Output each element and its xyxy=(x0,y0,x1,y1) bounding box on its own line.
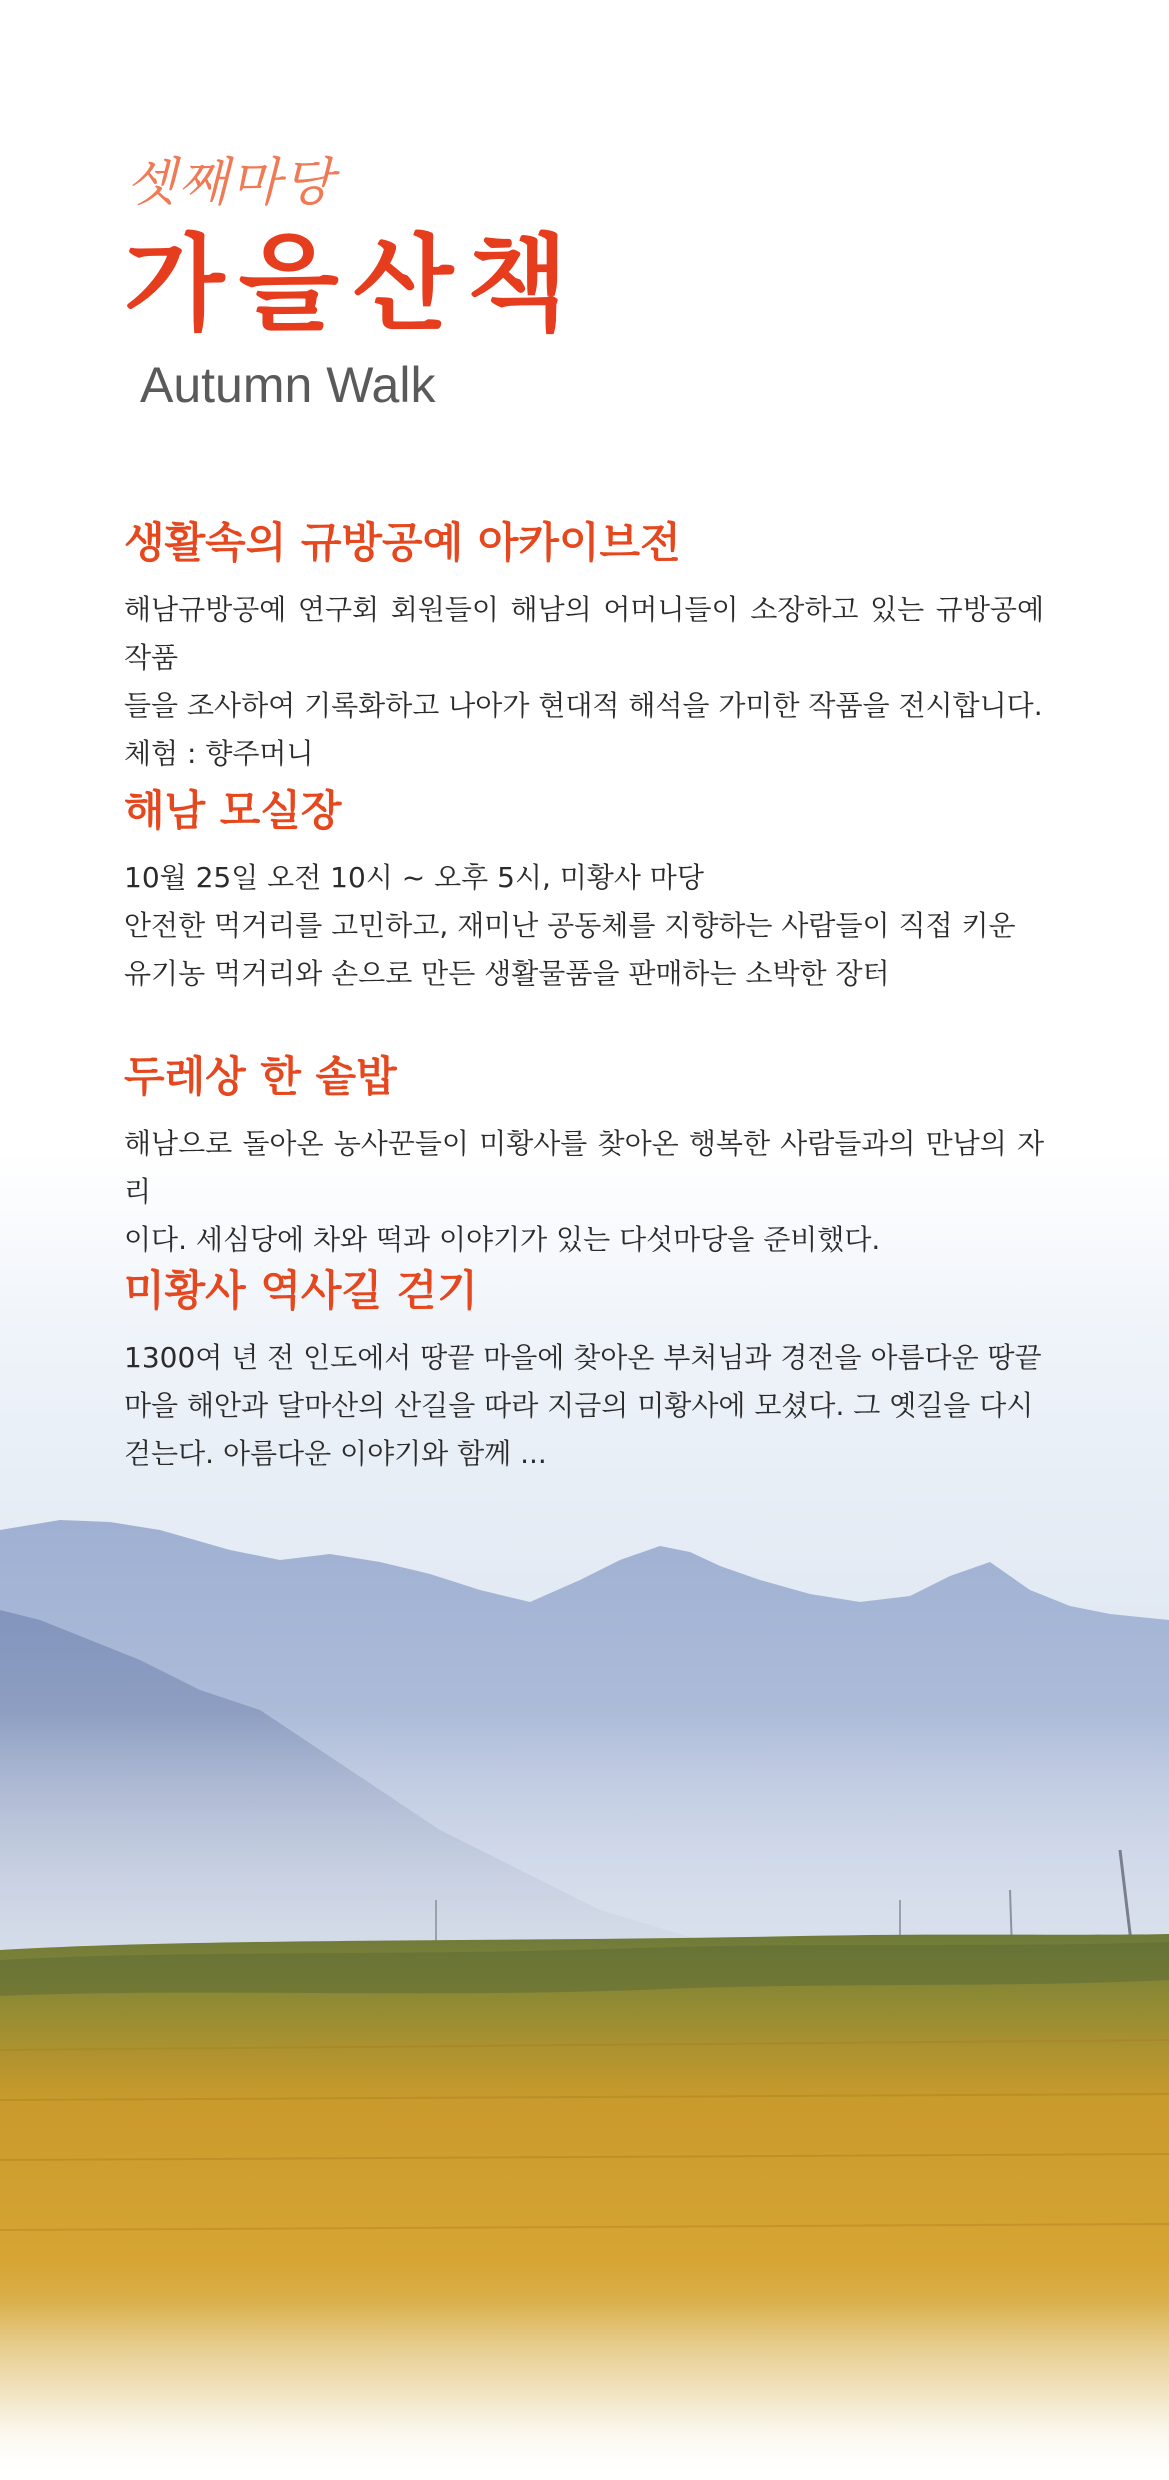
text-line: 안전한 먹거리를 고민하고, 재미난 공동체를 지향하는 사람들이 직접 키운 xyxy=(124,909,1016,943)
text-line: 10월 25일 오전 10시 ~ 오후 5시, 미황사 마당 xyxy=(124,861,704,895)
section-text xyxy=(124,1120,1044,1264)
section-text xyxy=(124,854,1044,998)
text-line: 해남으로 돌아온 농사꾼들이 미황사를 찾아온 행복한 사람들과의 만남의 자리 xyxy=(124,1127,1044,1209)
program-dure-table xyxy=(124,1052,1044,1264)
section-title: 두레상 한 솥밥 xyxy=(124,1052,397,1101)
section-text xyxy=(124,1334,1044,1478)
program-archive-exhibition xyxy=(124,518,1044,778)
text-line: 마을 해안과 달마산의 산길을 따라 지금의 미황사에 모셨다. 그 옛길을 다시 xyxy=(124,1389,1034,1423)
section-text xyxy=(124,586,1044,778)
text-line: 이다. 세심당에 차와 떡과 이야기가 있는 다섯마당을 준비했다. xyxy=(124,1223,881,1257)
page-subtitle: Autumn Walk xyxy=(140,357,436,413)
text-line: 체험 : 향주머니 xyxy=(124,737,314,771)
section-title: 해남 모실장 xyxy=(124,786,342,835)
text-line: 들을 조사하여 기록화하고 나아가 현대적 해석을 가미한 작품을 전시합니다. xyxy=(124,689,1043,723)
section-eyebrow: 셋째마당 xyxy=(126,153,335,213)
program-history-walk xyxy=(124,1266,1044,1478)
text-line: 유기농 먹거리와 손으로 만든 생활물품을 판매하는 소박한 장터 xyxy=(124,957,890,991)
section-title: 미황사 역사길 걷기 xyxy=(124,1266,478,1315)
section-title: 생활속의 규방공예 아카이브전 xyxy=(124,518,681,567)
program-mosil-market xyxy=(124,786,1044,998)
page-title: 가을산책 xyxy=(124,222,582,345)
text-line: 걷는다. 아름다운 이야기와 함께 ... xyxy=(124,1437,547,1471)
text-line: 1300여 년 전 인도에서 땅끝 마을에 찾아온 부처님과 경전을 아름다운 땅끝 xyxy=(124,1341,1042,1375)
text-line: 해남규방공예 연구회 회원들이 해남의 어머니들이 소장하고 있는 규방공예작품 xyxy=(124,593,1044,675)
